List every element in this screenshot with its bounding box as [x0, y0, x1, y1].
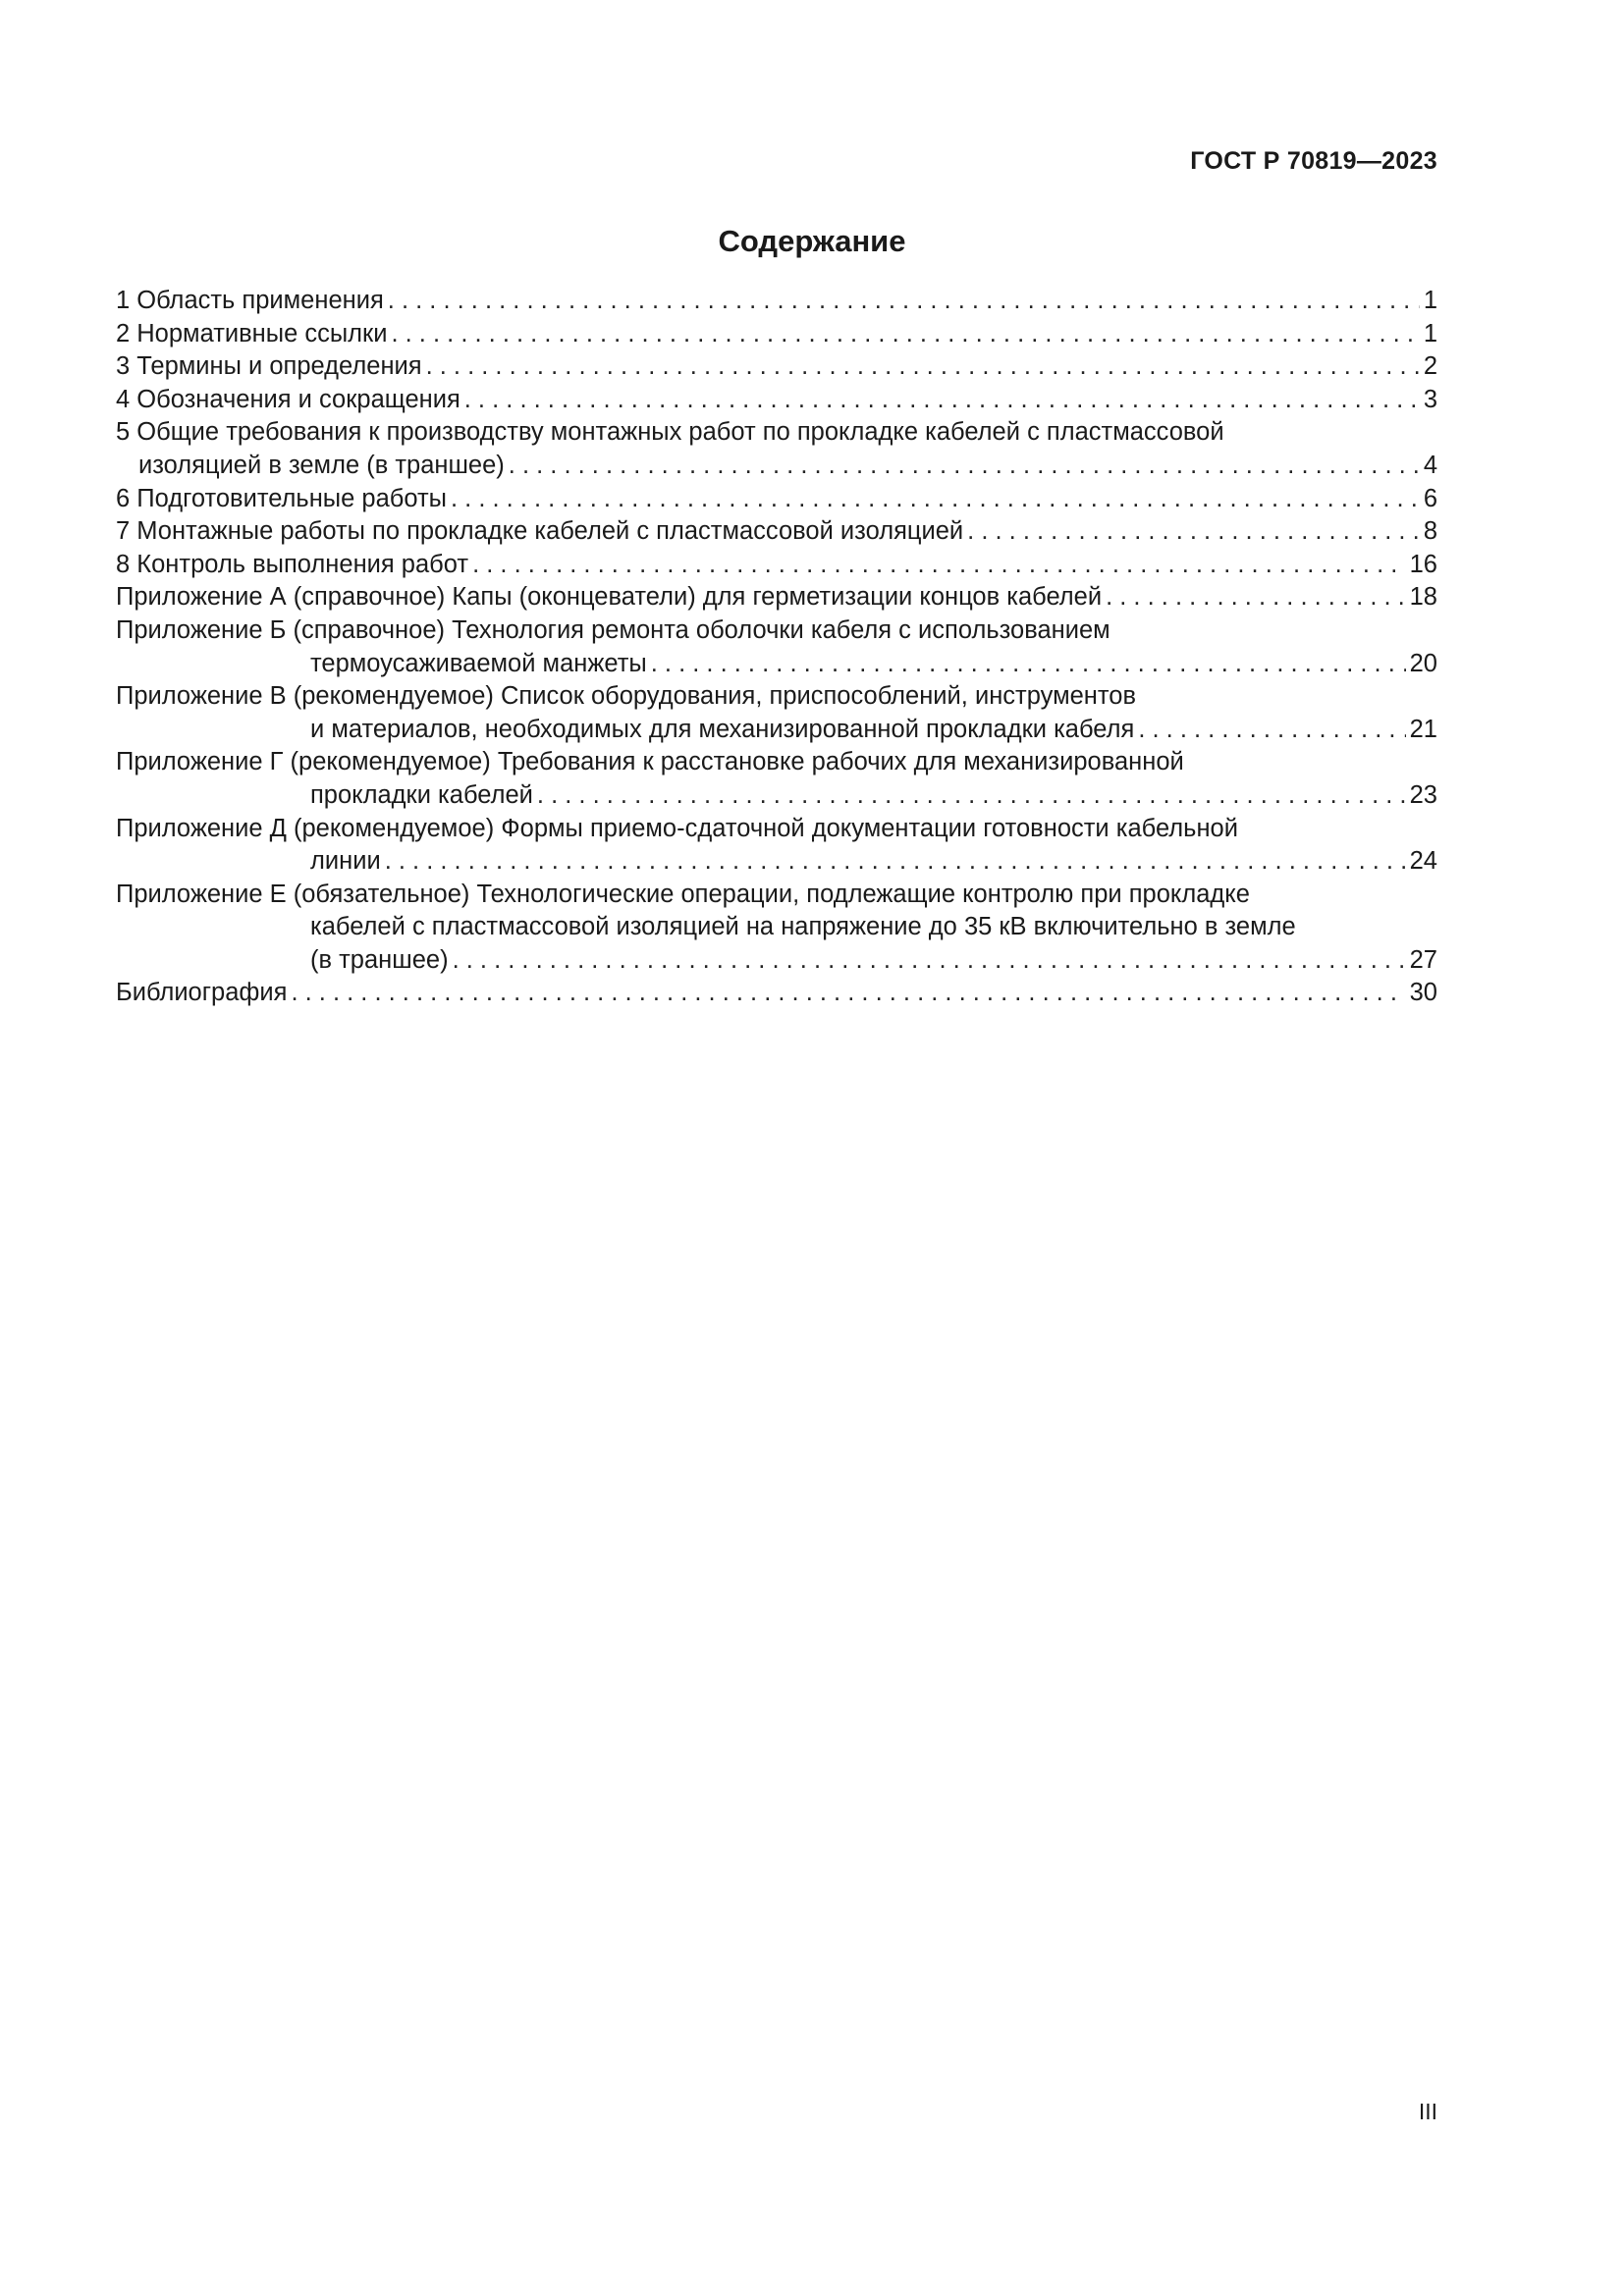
toc-entry-text: 1 Область применения: [116, 285, 388, 318]
dot-leader: [472, 549, 1406, 582]
toc-entry-text: 8 Контроль выполнения работ: [116, 549, 472, 582]
toc-entry-text: 6 Подготовительные работы: [116, 483, 451, 516]
dot-leader: [967, 515, 1420, 549]
toc-page-number: 1: [1423, 287, 1437, 314]
toc-entry[interactable]: [116, 318, 1437, 351]
toc-entry[interactable]: [116, 384, 1437, 417]
toc-entry-text: Приложение Б (справочное) Технология ремонта оболочки кабеля с использованием: [116, 615, 1110, 644]
toc-entry-text: линии: [310, 845, 385, 879]
dot-leader: [1138, 714, 1405, 747]
toc-entry-text: кабелей с пластмассовой изоляцией на напряжение до 35 кВ включительно в земле: [310, 913, 1296, 941]
toc-page-number: 23: [1409, 780, 1437, 809]
toc-entry-text: 5 Общие требования к производству монтажных работ по прокладке кабелей с пластмассовой: [116, 418, 1224, 447]
toc-page-number: 2: [1423, 352, 1437, 381]
toc-entry-text: Приложение Е (обязательное) Технологические операции, подлежащие контролю при прокладке: [116, 880, 1250, 908]
dot-leader: [291, 977, 1405, 1010]
table-of-contents: [116, 285, 1437, 1010]
toc-entry[interactable]: [116, 549, 1437, 582]
dot-leader: [537, 779, 1406, 813]
toc-entry-text: Приложение А (справочное) Капы (оконцеватели) для герметизации концов кабелей: [116, 581, 1106, 614]
toc-entry-text: 7 Монтажные работы по прокладке кабелей с пластмассовой изоляцией: [116, 515, 967, 549]
toc-entry-text: 2 Нормативные ссылки: [116, 318, 391, 351]
toc-entry-text: 4 Обозначения и сокращения: [116, 384, 464, 417]
toc-entry-text: 3 Термины и определения: [116, 350, 426, 384]
toc-entry[interactable]: [116, 350, 1437, 384]
dot-leader: [464, 384, 1420, 417]
toc-page-number: 20: [1409, 649, 1437, 677]
toc-page-number: 24: [1409, 847, 1437, 876]
dot-leader: [385, 845, 1406, 879]
toc-entry[interactable]: [116, 680, 1437, 746]
dot-leader: [426, 350, 1420, 384]
toc-entry-text: Приложение Д (рекомендуемое) Формы приемо-сдаточной документации готовности кабельной: [116, 814, 1238, 842]
page-title: Содержание: [718, 224, 906, 258]
toc-entry-text: и материалов, необходимых для механизированной прокладки кабеля: [310, 714, 1138, 747]
toc-entry-text: (в траншее): [310, 944, 453, 978]
toc-page-number: 8: [1423, 517, 1437, 546]
toc-entry[interactable]: [116, 813, 1437, 879]
toc-entry-text: Приложение В (рекомендуемое) Список оборудования, приспособлений, инструментов: [116, 682, 1137, 711]
toc-page-number: 1: [1423, 319, 1437, 347]
toc-entry-text: прокладки кабелей: [310, 779, 537, 813]
toc-page-number: 21: [1409, 715, 1437, 743]
dot-leader: [451, 483, 1420, 516]
toc-entry[interactable]: [116, 879, 1437, 978]
toc-entry[interactable]: [116, 746, 1437, 812]
toc-entry[interactable]: [116, 515, 1437, 549]
toc-entry-text: Библиография: [116, 977, 291, 1010]
dot-leader: [509, 450, 1420, 483]
toc-page-number: 27: [1409, 945, 1437, 974]
toc-entry[interactable]: [116, 614, 1437, 680]
toc-page-number: 6: [1423, 484, 1437, 512]
toc-page-number: 18: [1409, 583, 1437, 612]
dot-leader: [391, 318, 1419, 351]
dot-leader: [1106, 581, 1406, 614]
toc-entry[interactable]: [116, 581, 1437, 614]
toc-page-number: 3: [1423, 385, 1437, 413]
toc-entry[interactable]: [116, 483, 1437, 516]
toc-entry-text: Приложение Г (рекомендуемое) Требования к расстановке рабочих для механизированной: [116, 748, 1184, 776]
document-code: ГОСТ Р 70819—2023: [1190, 147, 1437, 175]
toc-entry[interactable]: [116, 285, 1437, 318]
dot-leader: [651, 648, 1406, 681]
toc-entry[interactable]: [116, 416, 1437, 482]
dot-leader: [388, 285, 1420, 318]
toc-page-number: 16: [1409, 550, 1437, 578]
toc-page-number: 4: [1423, 451, 1437, 479]
page-number: III: [1418, 2099, 1437, 2124]
toc-page-number: 30: [1409, 979, 1437, 1007]
toc-entry-text: изоляцией в земле (в траншее): [138, 450, 509, 483]
toc-entry[interactable]: [116, 977, 1437, 1010]
dot-leader: [453, 944, 1406, 978]
toc-entry-text: термоусаживаемой манжеты: [310, 648, 651, 681]
